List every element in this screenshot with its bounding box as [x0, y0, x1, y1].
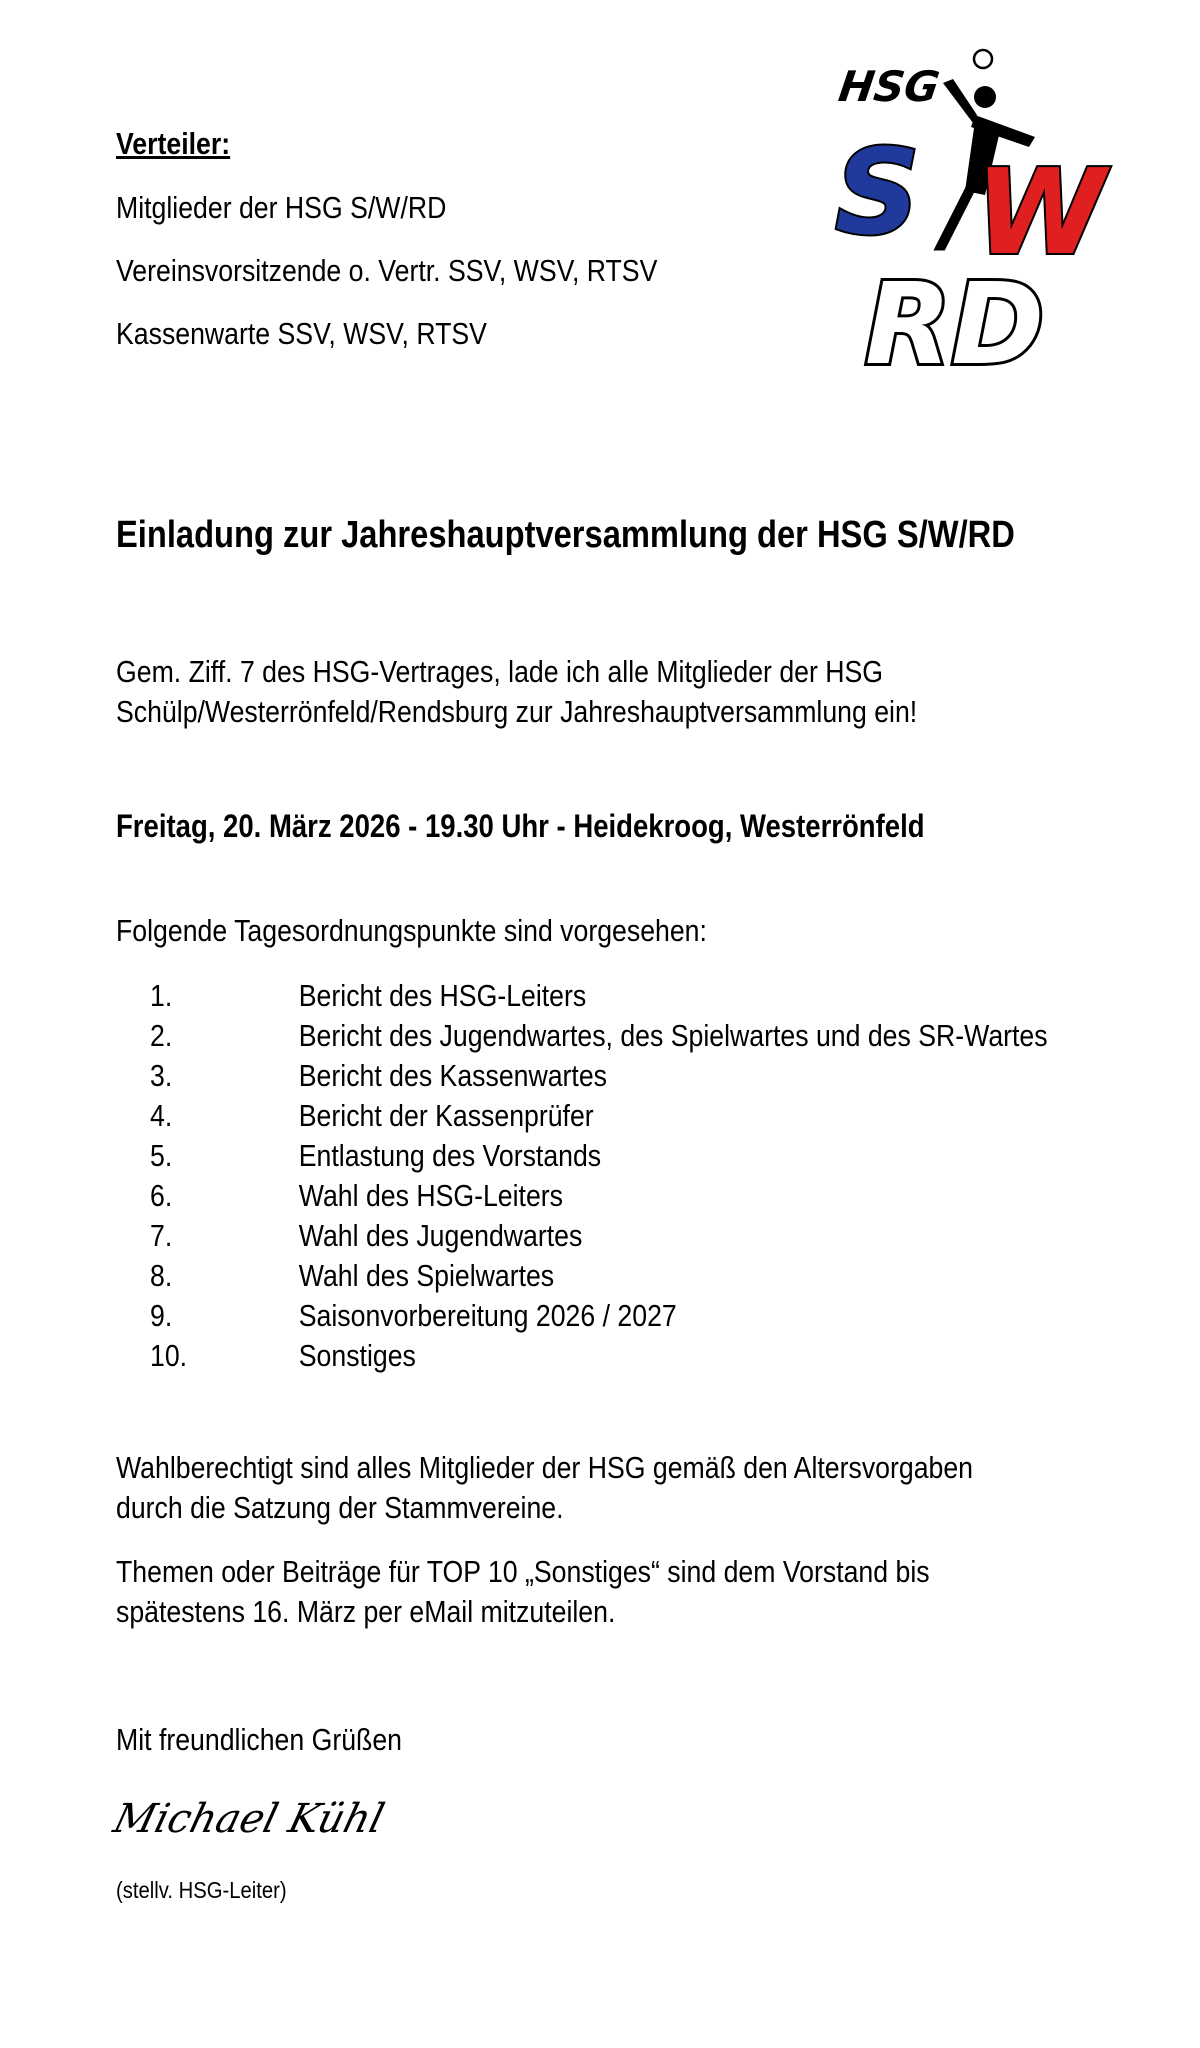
agenda-text: Bericht des Jugendwartes, des Spielwartes und des SR-Wartes — [298, 1018, 1048, 1053]
agenda-number: 7. — [150, 1218, 173, 1253]
topics-paragraph — [116, 1552, 930, 1632]
distribution-line: Mitglieder der HSG S/W/RD — [116, 190, 447, 225]
logo-letter-s: S — [835, 123, 920, 261]
agenda-text: Bericht der Kassenprüfer — [298, 1098, 594, 1133]
distribution-line: Vereinsvorsitzende o. Vertr. SSV, WSV, RTSV — [116, 253, 658, 288]
eligibility-paragraph — [116, 1448, 973, 1528]
agenda-text: Wahl des Jugendwartes — [298, 1218, 583, 1253]
distribution-label: Verteiler: — [116, 126, 231, 161]
agenda-number: 6. — [150, 1178, 173, 1213]
agenda-text: Wahl des HSG-Leiters — [298, 1178, 564, 1213]
intro-line: Gem. Ziff. 7 des HSG-Vertrages, lade ich alle Mitglieder der HSG — [116, 654, 884, 689]
agenda-text: Bericht des HSG-Leiters — [298, 978, 587, 1013]
agenda-number: 3. — [150, 1058, 173, 1093]
agenda-number: 10. — [150, 1338, 188, 1373]
eligibility-line: durch die Satzung der Stammvereine. — [116, 1490, 564, 1525]
agenda-text: Sonstiges — [298, 1338, 416, 1373]
distribution-line: Kassenwarte SSV, WSV, RTSV — [116, 316, 487, 351]
logo-letter-w: W — [975, 143, 1106, 281]
logo-text-bottom: RD — [865, 260, 1045, 390]
logo-text-top: HSG — [835, 62, 943, 111]
agenda-number: 8. — [150, 1258, 173, 1293]
agenda-text: Wahl des Spielwartes — [298, 1258, 555, 1293]
agenda-number: 5. — [150, 1138, 173, 1173]
agenda-text: Saisonvorbereitung 2026 / 2027 — [298, 1298, 677, 1333]
ball-icon — [974, 50, 992, 68]
topics-line: spätestens 16. März per eMail mitzuteilen. — [116, 1594, 616, 1629]
letter-heading: Einladung zur Jahreshauptversammlung der HSG S/W/RD — [116, 514, 1015, 556]
agenda-number: 1. — [150, 978, 173, 1013]
signer-role: (stellv. HSG-Leiter) — [116, 1877, 287, 1903]
handwritten-signature — [109, 1782, 390, 1852]
logo-slash: / — [943, 148, 980, 265]
topics-line: Themen oder Beiträge für TOP 10 „Sonstiges“ sind dem Vorstand bis — [116, 1554, 930, 1589]
hsg-logo — [825, 45, 1115, 390]
eligibility-line: Wahlberechtigt sind alles Mitglieder der HSG gemäß den Altersvorgaben — [116, 1450, 974, 1485]
event-details: Freitag, 20. März 2026 - 19.30 Uhr - Heidekroog, Westerrönfeld — [116, 808, 925, 844]
agenda-number: 4. — [150, 1098, 173, 1133]
agenda-number: 2. — [150, 1018, 173, 1053]
intro-paragraph — [116, 652, 917, 732]
closing-greeting: Mit freundlichen Grüßen — [116, 1722, 402, 1757]
intro-line: Schülp/Westerrönfeld/Rendsburg zur Jahreshauptversammlung ein! — [116, 694, 918, 729]
agenda-text: Bericht des Kassenwartes — [298, 1058, 608, 1093]
agenda-text: Entlastung des Vorstands — [298, 1138, 602, 1173]
signature-text: Michael Kühl — [109, 1794, 390, 1842]
agenda-intro: Folgende Tagesordnungspunkte sind vorgesehen: — [116, 913, 707, 948]
agenda-number: 9. — [150, 1298, 173, 1333]
